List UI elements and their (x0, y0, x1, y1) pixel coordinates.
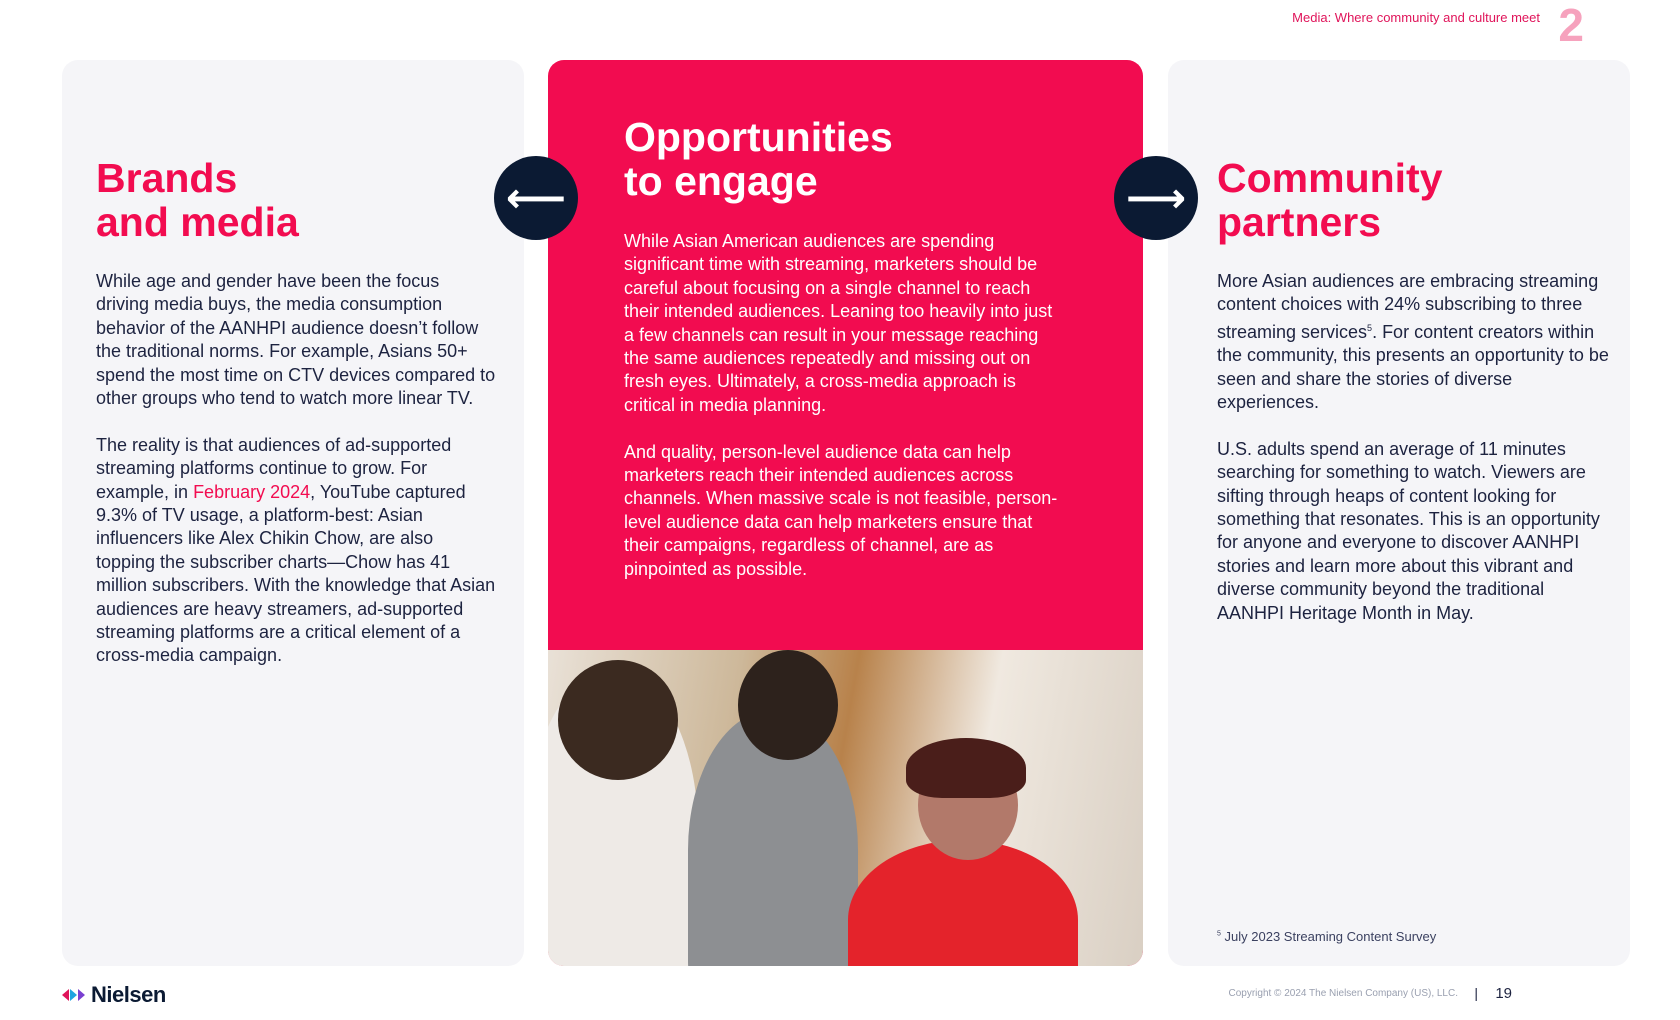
header-title: Media: Where community and culture meet (1292, 10, 1540, 25)
footnote-text: July 2023 Streaming Content Survey (1224, 929, 1437, 944)
community-partners-body (1217, 270, 1612, 648)
opportunities-paragraph-2: And quality, person-level audience data can help marketers reach their intended audiences across channels. When massive scale is not feasible, person-level audience data can help marketers ensure that their campaigns, regardless of channel, are as pinpointed as possible. (624, 441, 1058, 579)
photo-person-right-hair (906, 738, 1026, 798)
photo-person-left-head (558, 660, 678, 780)
copyright: Copyright © 2024 The Nielsen Company (US), LLC. (1228, 988, 1458, 999)
community-partners-card (1168, 60, 1630, 966)
community-partners-paragraph-1 (1217, 270, 1612, 414)
photo-person-middle-head (738, 650, 838, 760)
brands-media-paragraph-2 (96, 434, 496, 668)
opportunities-body (624, 230, 1064, 604)
section-number: 2 (1558, 0, 1584, 51)
nielsen-logo-text: Nielsen (91, 982, 166, 1007)
paragraph-text: , YouTube captured 9.3% of TV usage, a platform-best: Asian influencers like Alex Chikin Chow, are also topping the subscriber charts—Chow has 41 million subscribers. With the knowledge that Asian audiences are heavy streamers, ad-supported streaming platforms are a critical element of a cross-media campaign. (96, 481, 496, 666)
footnote-marker: 5 (1367, 322, 1373, 333)
footnote-number: 5 (1217, 930, 1221, 938)
opportunities-card (548, 60, 1143, 966)
paragraph-text: . For content creators within the community, this presents an opportunity to be seen and share the stories of diverse experiences. (1217, 321, 1609, 413)
arrow-left-icon (494, 156, 578, 240)
brands-media-card (62, 60, 524, 966)
opportunities-heading: Opportunities to engage (624, 114, 893, 204)
footnote (1217, 929, 1436, 944)
footer-separator: | (1474, 985, 1478, 1001)
family-cooking-photo (548, 650, 1143, 966)
page-header (1292, 10, 1540, 25)
opportunities-paragraph-1: While Asian American audiences are spending significant time with streaming, marketers should be careful about focusing on a single channel to reach their intended audiences. Leaning too heavily into just a few channels can result in your message reaching the same audiences repeatedly and missing out on fresh eyes. Ultimately, a cross-media approach is critical in media planning. (624, 231, 1053, 415)
page-number: 19 (1495, 985, 1512, 1002)
paragraph-text: More Asian audiences are embracing streaming content choices with 24% subscribing to three streaming services (1217, 271, 1599, 342)
community-partners-paragraph-2: U.S. adults spend an average of 11 minutes searching for something to watch. Viewers are sifting through heaps of content looking for something that resonates. This is an opportunity for anyone and everyone to discover AANHPI stories and learn more about this vibrant and diverse community beyond the traditional AANHPI Heritage Month in May. (1217, 438, 1600, 623)
february-2024-link[interactable]: February 2024 (193, 481, 311, 502)
arrow-right-icon (1114, 156, 1198, 240)
arrow-right-glyph: ⟶ (1125, 174, 1187, 221)
arrow-left-glyph: ⟵ (505, 174, 567, 221)
brands-media-heading: Brands and media (96, 155, 299, 245)
community-partners-heading: Community partners (1217, 155, 1443, 245)
nielsen-logo-icon (62, 989, 85, 1001)
brands-media-body (96, 270, 496, 691)
brands-media-paragraph-1: While age and gender have been the focus driving media buys, the media consumption behavior of the AANHPI audience doesn’t follow the traditional norms. For example, Asians 50+ spend the most time on CTV devices compared to other groups who tend to watch more linear TV. (96, 271, 496, 409)
paragraph-text: The reality is that audiences of ad-supported streaming platforms continue to grow. For example, in (96, 434, 452, 502)
nielsen-logo (62, 982, 166, 1008)
